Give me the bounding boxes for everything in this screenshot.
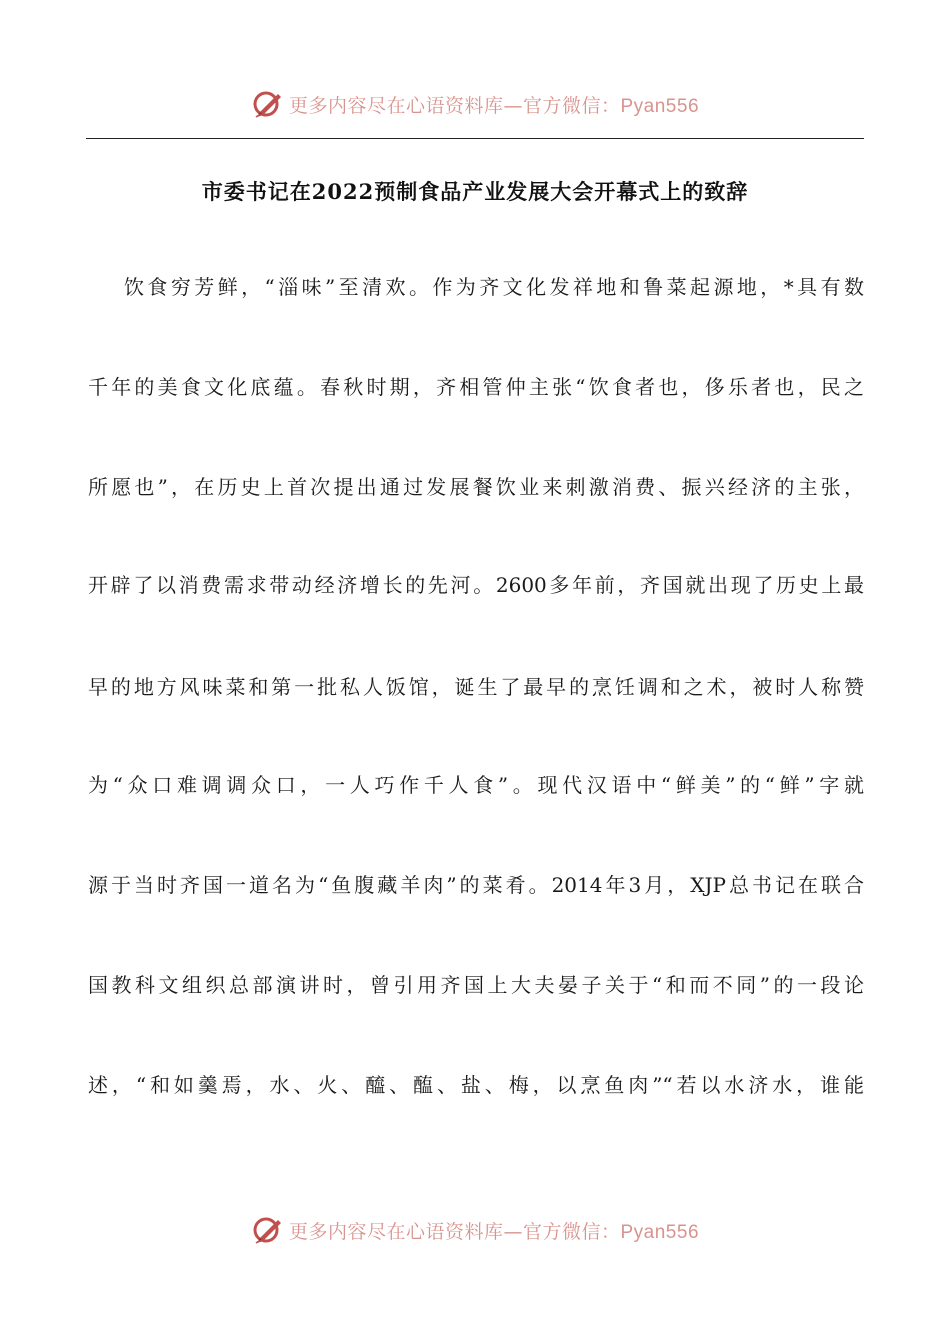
header-watermark-main: 更多内容尽在心语资料库 <box>288 94 504 117</box>
footer-watermark-text <box>289 1217 699 1244</box>
footer-watermark-official: 官方微信： <box>522 1220 621 1243</box>
pen-logo-icon <box>251 1213 285 1247</box>
paragraph-line: 饮食穷芳鲜，“淄味”至清欢。作为齐文化发祥地和鲁菜起源地，*具有数 <box>124 275 864 299</box>
paragraph-line: 所愿也”，在历史上首次提出通过发展餐饮业来刺激消费、振兴经济的主张， <box>88 475 864 499</box>
paragraph-line: 千年的美食文化底蕴。春秋时期，齐相管仲主张“饮食者也，侈乐者也，民之 <box>88 375 864 399</box>
footer-watermark-handle: Pyan556 <box>620 1221 700 1243</box>
header-watermark-official: 官方微信： <box>522 94 621 117</box>
paragraph-line: 述，“和如羹焉，水、火、醯、醢、盐、梅，以烹鱼肉”“若以水济水，谁能 <box>88 1073 864 1097</box>
header-watermark-text <box>289 91 699 118</box>
pen-logo-icon <box>251 87 285 121</box>
paragraph-line: 早的地方风味菜和第一批私人饭馆，诞生了最早的烹饪调和之术，被时人称赞 <box>88 675 864 699</box>
paragraph-line: 开辟了以消费需求带动经济增长的先河。2600多年前，齐国就出现了历史上最 <box>88 573 864 597</box>
footer-watermark-dash: — <box>503 1220 523 1243</box>
header-divider <box>86 138 864 139</box>
document-title: 市委书记在2022预制食品产业发展大会开幕式上的致辞 <box>201 179 749 204</box>
paragraph-line: 源于当时齐国一道名为“鱼腹藏羊肉”的菜肴。2014年3月，XJP总书记在联合 <box>88 873 864 897</box>
header-watermark-handle: Pyan556 <box>620 95 700 117</box>
header-watermark-banner <box>0 82 950 126</box>
footer-watermark-main: 更多内容尽在心语资料库 <box>288 1220 504 1243</box>
paragraph-line: 国教科文组织总部演讲时，曾引用齐国上大夫晏子关于“和而不同”的一段论 <box>88 973 864 997</box>
header-watermark-dash: — <box>503 94 523 117</box>
paragraph-line: 为“众口难调调众口，一人巧作千人食”。现代汉语中“鲜美”的“鲜”字就 <box>88 773 864 797</box>
footer-watermark-banner <box>0 1208 950 1252</box>
